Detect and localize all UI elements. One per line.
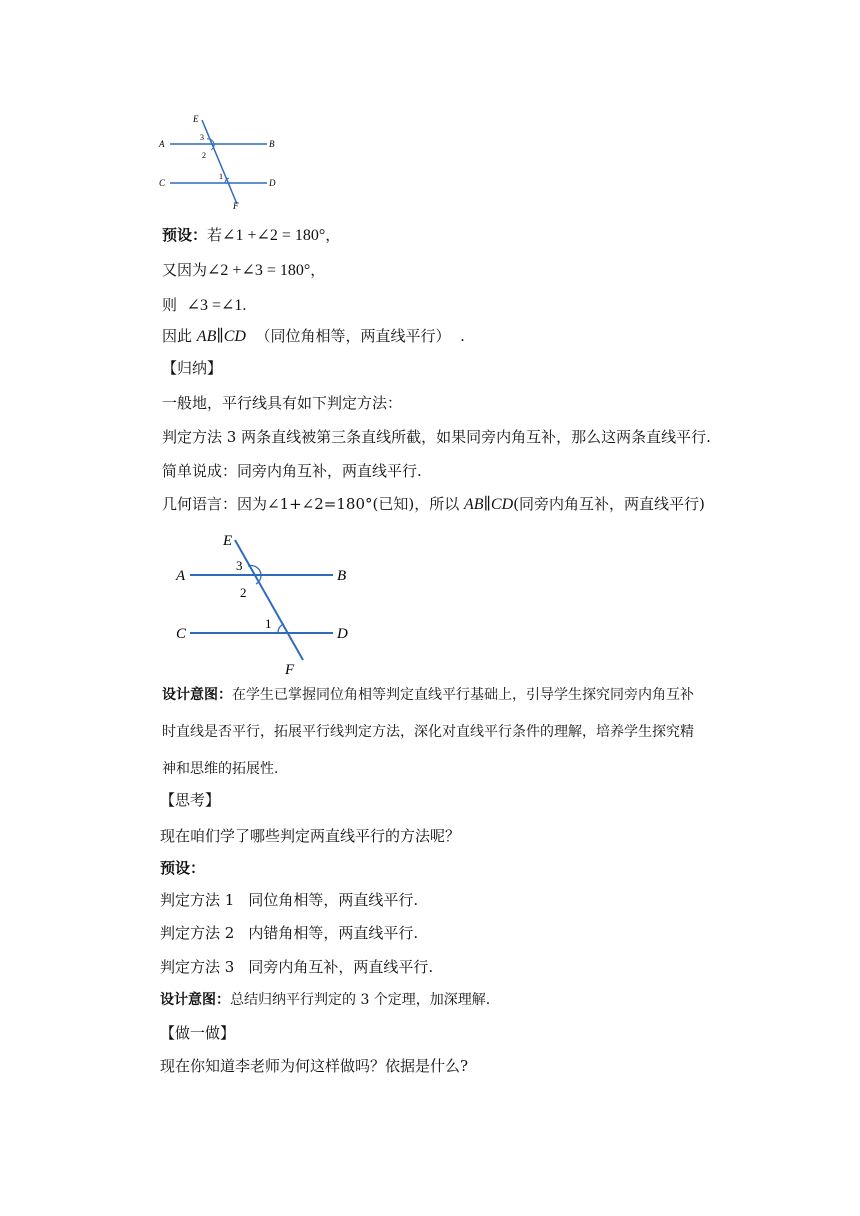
transversal-ef (202, 120, 237, 204)
label-angle-2: 2 (240, 585, 247, 600)
label-d: D (269, 178, 276, 188)
label-angle-1: 1 (219, 172, 223, 181)
preset-line-also (162, 260, 325, 281)
design-intent-text: 在学生已掌握同位角相等判定直线平行基础上，引导学生探究同旁内角互补时直线是否平行，拓展平行线判定方法，深化对直线平行条件的理解，培养学生探究精神和思维的拓展性. (162, 687, 694, 777)
label-a: A (176, 568, 186, 584)
preset-if-math: ∠1 +∠2 = 180° (222, 227, 326, 244)
think-method-3 (160, 957, 433, 977)
label-c: C (159, 178, 166, 188)
design-intent-label: 设计意图： (162, 687, 232, 703)
label-a: A (159, 139, 165, 149)
label-c: C (176, 626, 187, 642)
doit-question: 现在你知道李老师为何这样做吗？依据是什么? (160, 1057, 469, 1075)
label-angle-3: 3 (200, 133, 204, 142)
design-intent-2-text: 总结归纳平行判定的 3 个定理，加深理解. (230, 992, 491, 1008)
summary-geometry-language (162, 494, 705, 515)
transversal-ef (235, 540, 303, 660)
summary-method3: 判定方法 3 两条直线被第三条直线所截，如果同旁内角互补，那么这两条直线平行. (162, 428, 711, 446)
preset-if-comma: ， (325, 226, 341, 244)
label-angle-2: 2 (202, 151, 206, 160)
design-intent-2 (160, 990, 490, 1010)
label-angle-3: 3 (236, 558, 243, 573)
method-text: 内错角相等，两直线平行. (248, 924, 419, 942)
method-name: 判定方法 1 (160, 891, 235, 909)
figure-parallel-lines-small (155, 112, 285, 212)
geometry-math: AB∥CD (463, 496, 514, 513)
summary-heading: 【归纳】 (162, 359, 223, 377)
preset-therefore-reason: （同位角相等，两直线平行） (255, 327, 451, 345)
method-name: 判定方法 2 (160, 924, 235, 942)
label-f: F (285, 662, 295, 675)
summary-intro: 一般地，平行线具有如下判定方法： (162, 394, 403, 412)
design-intent-paragraph (162, 677, 707, 788)
preset-then-math: ∠3 =∠1. (186, 297, 247, 314)
label-angle-1: 1 (265, 616, 272, 631)
preset-therefore-end: . (460, 327, 465, 345)
doit-heading: 【做一做】 (160, 1024, 236, 1042)
preset-also-comma: ， (310, 261, 326, 279)
preset-if-text: 若 (207, 226, 223, 244)
preset-also-text: 又因为 (162, 261, 208, 279)
preset-therefore-math: AB∥CD (196, 328, 246, 345)
label-d: D (337, 626, 348, 642)
preset-line-therefore (162, 326, 465, 347)
method-text: 同位角相等，两直线平行. (248, 891, 419, 909)
geometry-prefix: 几何语言：因为∠1+∠2=180°(已知)，所以 (162, 495, 460, 513)
think-question: 现在咱们学了哪些判定两直线平行的方法呢？ (160, 827, 461, 845)
think-method-1 (160, 890, 418, 910)
preset-line-if (162, 225, 340, 246)
summary-simple: 简单说成：同旁内角互补，两直线平行. (162, 462, 422, 480)
design-intent-2-label: 设计意图： (160, 992, 230, 1008)
preset-then-text: 则 (162, 296, 178, 314)
figure-parallel-lines-large (170, 530, 370, 675)
label-e: E (223, 533, 233, 549)
label-e: E (193, 114, 199, 124)
preset-line-then (162, 295, 246, 316)
preset-label: 预设： (162, 226, 208, 244)
label-b: B (269, 139, 275, 149)
method-name: 判定方法 3 (160, 958, 235, 976)
geometry-suffix: (同旁内角互补，两直线平行) (513, 495, 705, 513)
method-text: 同旁内角互补，两直线平行. (248, 958, 434, 976)
label-f: F (233, 201, 239, 211)
preset-therefore-text: 因此 (162, 327, 193, 345)
think-preset-label: 预设： (160, 859, 206, 877)
think-heading: 【思考】 (160, 791, 221, 809)
label-b: B (337, 568, 347, 584)
preset-also-math: ∠2 +∠3 = 180° (207, 262, 311, 279)
think-method-2 (160, 923, 418, 943)
